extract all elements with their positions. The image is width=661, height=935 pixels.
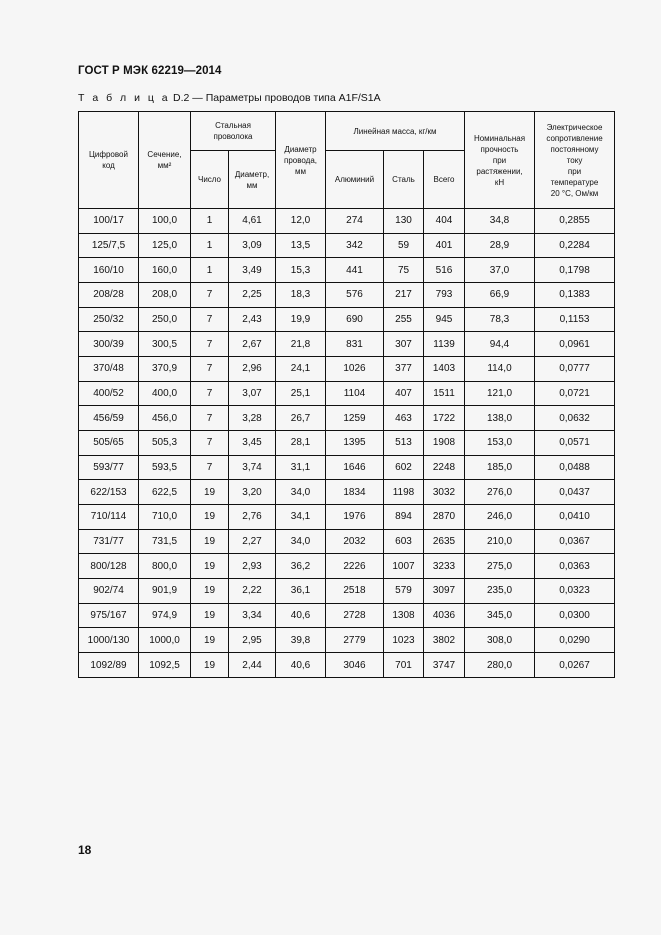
cell-steel-mass: 894 — [384, 505, 424, 530]
cell-strength: 276,0 — [465, 480, 535, 505]
cell-aluminium-mass: 1104 — [326, 381, 384, 406]
cell-code: 975/167 — [79, 603, 139, 628]
cell-steel-mass: 407 — [384, 381, 424, 406]
header-wire-diameter: Диаметр, мм — [229, 151, 276, 209]
cell-total-mass: 401 — [424, 233, 465, 258]
cell-wire-count: 19 — [191, 505, 229, 530]
cell-wire-count: 19 — [191, 653, 229, 678]
cell-conductor-diameter: 36,1 — [276, 579, 326, 604]
cell-code: 800/128 — [79, 554, 139, 579]
table-row — [79, 480, 615, 505]
table-row — [79, 628, 615, 653]
table-row — [79, 529, 615, 554]
cell-steel-mass: 602 — [384, 455, 424, 480]
table-row — [79, 455, 615, 480]
cell-total-mass: 1139 — [424, 332, 465, 357]
table-caption-text: D.2 — Параметры проводов типа A1F/S1A — [173, 92, 381, 104]
table-row — [79, 307, 615, 332]
cell-aluminium-mass: 274 — [326, 209, 384, 234]
cell-conductor-diameter: 12,0 — [276, 209, 326, 234]
cell-wire-diameter: 2,25 — [229, 283, 276, 308]
table-row — [79, 332, 615, 357]
cell-aluminium-mass: 342 — [326, 233, 384, 258]
table-body — [79, 209, 615, 678]
cell-aluminium-mass: 2779 — [326, 628, 384, 653]
cell-conductor-diameter: 34,1 — [276, 505, 326, 530]
cell-wire-diameter: 2,96 — [229, 357, 276, 382]
cell-resistance: 0,0437 — [535, 480, 615, 505]
cell-code: 370/48 — [79, 357, 139, 382]
cell-wire-diameter: 4,61 — [229, 209, 276, 234]
cell-aluminium-mass: 1259 — [326, 406, 384, 431]
cell-strength: 210,0 — [465, 529, 535, 554]
cell-aluminium-mass: 1834 — [326, 480, 384, 505]
cell-wire-count: 19 — [191, 628, 229, 653]
cell-aluminium-mass: 2226 — [326, 554, 384, 579]
cell-section: 1000,0 — [139, 628, 191, 653]
cell-resistance: 0,0961 — [535, 332, 615, 357]
cell-wire-count: 7 — [191, 307, 229, 332]
table-row — [79, 233, 615, 258]
cell-wire-count: 1 — [191, 258, 229, 283]
cell-section: 160,0 — [139, 258, 191, 283]
cell-resistance: 0,0363 — [535, 554, 615, 579]
cell-section: 710,0 — [139, 505, 191, 530]
cell-wire-count: 7 — [191, 357, 229, 382]
cell-conductor-diameter: 19,9 — [276, 307, 326, 332]
cell-steel-mass: 59 — [384, 233, 424, 258]
cell-wire-count: 7 — [191, 406, 229, 431]
cell-resistance: 0,0290 — [535, 628, 615, 653]
cell-total-mass: 3747 — [424, 653, 465, 678]
cell-total-mass: 1908 — [424, 431, 465, 456]
cell-code: 710/114 — [79, 505, 139, 530]
cell-section: 125,0 — [139, 233, 191, 258]
header-strength: Номинальная прочность при растяжении, кН — [465, 112, 535, 209]
cell-wire-diameter: 2,67 — [229, 332, 276, 357]
document-code: ГОСТ Р МЭК 62219—2014 — [78, 65, 222, 77]
cell-steel-mass: 579 — [384, 579, 424, 604]
cell-resistance: 0,0410 — [535, 505, 615, 530]
cell-strength: 235,0 — [465, 579, 535, 604]
cell-code: 505/65 — [79, 431, 139, 456]
header-steel-wire: Стальная проволока — [191, 112, 276, 151]
cell-wire-diameter: 2,44 — [229, 653, 276, 678]
cell-aluminium-mass: 2728 — [326, 603, 384, 628]
cell-resistance: 0,0632 — [535, 406, 615, 431]
cell-strength: 28,9 — [465, 233, 535, 258]
cell-aluminium-mass: 2518 — [326, 579, 384, 604]
cell-wire-count: 19 — [191, 579, 229, 604]
header-conductor-diameter: Диаметр провода, мм — [276, 112, 326, 209]
cell-aluminium-mass: 2032 — [326, 529, 384, 554]
cell-wire-diameter: 2,93 — [229, 554, 276, 579]
cell-conductor-diameter: 39,8 — [276, 628, 326, 653]
cell-strength: 153,0 — [465, 431, 535, 456]
cell-section: 456,0 — [139, 406, 191, 431]
cell-conductor-diameter: 26,7 — [276, 406, 326, 431]
cell-wire-count: 1 — [191, 233, 229, 258]
header-number: Число — [191, 151, 229, 209]
cell-aluminium-mass: 690 — [326, 307, 384, 332]
cell-section: 1092,5 — [139, 653, 191, 678]
cell-wire-count: 7 — [191, 431, 229, 456]
cell-aluminium-mass: 441 — [326, 258, 384, 283]
cell-strength: 280,0 — [465, 653, 535, 678]
header-aluminium: Алюминий — [326, 151, 384, 209]
cell-code: 456/59 — [79, 406, 139, 431]
cell-resistance: 0,1383 — [535, 283, 615, 308]
header-linear-mass: Линейная масса, кг/км — [326, 112, 465, 151]
cell-aluminium-mass: 576 — [326, 283, 384, 308]
cell-wire-diameter: 3,07 — [229, 381, 276, 406]
cell-strength: 66,9 — [465, 283, 535, 308]
cell-section: 300,5 — [139, 332, 191, 357]
table-row — [79, 258, 615, 283]
cell-code: 160/10 — [79, 258, 139, 283]
page-number: 18 — [78, 843, 92, 857]
cell-wire-diameter: 3,09 — [229, 233, 276, 258]
cell-section: 400,0 — [139, 381, 191, 406]
cell-wire-count: 19 — [191, 529, 229, 554]
cell-total-mass: 2248 — [424, 455, 465, 480]
cell-wire-count: 1 — [191, 209, 229, 234]
cell-section: 370,9 — [139, 357, 191, 382]
cell-total-mass: 3032 — [424, 480, 465, 505]
cell-steel-mass: 463 — [384, 406, 424, 431]
cell-steel-mass: 130 — [384, 209, 424, 234]
table-row — [79, 381, 615, 406]
cell-strength: 121,0 — [465, 381, 535, 406]
cell-resistance: 0,0300 — [535, 603, 615, 628]
cell-aluminium-mass: 1026 — [326, 357, 384, 382]
cell-code: 622/153 — [79, 480, 139, 505]
cell-steel-mass: 307 — [384, 332, 424, 357]
cell-strength: 275,0 — [465, 554, 535, 579]
cell-aluminium-mass: 1646 — [326, 455, 384, 480]
cell-section: 100,0 — [139, 209, 191, 234]
table-row — [79, 431, 615, 456]
cell-strength: 37,0 — [465, 258, 535, 283]
cell-section: 208,0 — [139, 283, 191, 308]
header-resistance: Электрическое сопротивление постоянному току при температуре 20 °С, Ом/км — [535, 112, 615, 209]
cell-section: 622,5 — [139, 480, 191, 505]
cell-total-mass: 1722 — [424, 406, 465, 431]
cell-total-mass: 404 — [424, 209, 465, 234]
cell-steel-mass: 1023 — [384, 628, 424, 653]
cell-strength: 34,8 — [465, 209, 535, 234]
cell-section: 593,5 — [139, 455, 191, 480]
cell-conductor-diameter: 34,0 — [276, 480, 326, 505]
cell-conductor-diameter: 40,6 — [276, 653, 326, 678]
cell-steel-mass: 1007 — [384, 554, 424, 579]
cell-section: 250,0 — [139, 307, 191, 332]
cell-total-mass: 1403 — [424, 357, 465, 382]
table-row — [79, 505, 615, 530]
cell-conductor-diameter: 40,6 — [276, 603, 326, 628]
cell-conductor-diameter: 21,8 — [276, 332, 326, 357]
cell-strength: 94,4 — [465, 332, 535, 357]
table-row — [79, 653, 615, 678]
cell-total-mass: 3233 — [424, 554, 465, 579]
cell-conductor-diameter: 31,1 — [276, 455, 326, 480]
cell-conductor-diameter: 13,5 — [276, 233, 326, 258]
cell-steel-mass: 75 — [384, 258, 424, 283]
cell-total-mass: 3802 — [424, 628, 465, 653]
table-row — [79, 406, 615, 431]
cell-aluminium-mass: 3046 — [326, 653, 384, 678]
cell-total-mass: 2870 — [424, 505, 465, 530]
cell-wire-count: 7 — [191, 455, 229, 480]
cell-wire-diameter: 2,22 — [229, 579, 276, 604]
table-row — [79, 554, 615, 579]
cell-code: 208/28 — [79, 283, 139, 308]
cell-code: 100/17 — [79, 209, 139, 234]
cell-resistance: 0,0777 — [535, 357, 615, 382]
cell-strength: 246,0 — [465, 505, 535, 530]
header-section: Сечение, мм² — [139, 112, 191, 209]
cell-wire-diameter: 3,74 — [229, 455, 276, 480]
cell-wire-count: 19 — [191, 480, 229, 505]
cell-wire-count: 19 — [191, 554, 229, 579]
cell-total-mass: 1511 — [424, 381, 465, 406]
cell-wire-diameter: 3,20 — [229, 480, 276, 505]
cell-resistance: 0,0721 — [535, 381, 615, 406]
cell-steel-mass: 255 — [384, 307, 424, 332]
cell-resistance: 0,1798 — [535, 258, 615, 283]
cell-resistance: 0,0488 — [535, 455, 615, 480]
cell-wire-count: 7 — [191, 332, 229, 357]
cell-conductor-diameter: 36,2 — [276, 554, 326, 579]
cell-wire-count: 7 — [191, 381, 229, 406]
cell-section: 974,9 — [139, 603, 191, 628]
cell-section: 800,0 — [139, 554, 191, 579]
cell-conductor-diameter: 15,3 — [276, 258, 326, 283]
table-caption-prefix: Т а б л и ц а — [78, 92, 171, 104]
cell-strength: 308,0 — [465, 628, 535, 653]
cell-total-mass: 2635 — [424, 529, 465, 554]
cell-wire-diameter: 3,49 — [229, 258, 276, 283]
cell-strength: 78,3 — [465, 307, 535, 332]
cell-aluminium-mass: 1976 — [326, 505, 384, 530]
cell-total-mass: 4036 — [424, 603, 465, 628]
cell-resistance: 0,2855 — [535, 209, 615, 234]
cell-wire-diameter: 2,95 — [229, 628, 276, 653]
cell-aluminium-mass: 1395 — [326, 431, 384, 456]
table-row — [79, 283, 615, 308]
cell-resistance: 0,0323 — [535, 579, 615, 604]
cell-code: 1092/89 — [79, 653, 139, 678]
cell-resistance: 0,0267 — [535, 653, 615, 678]
cell-code: 902/74 — [79, 579, 139, 604]
cell-conductor-diameter: 18,3 — [276, 283, 326, 308]
cell-wire-count: 7 — [191, 283, 229, 308]
cell-code: 250/32 — [79, 307, 139, 332]
cell-wire-diameter: 3,45 — [229, 431, 276, 456]
cell-wire-diameter: 3,34 — [229, 603, 276, 628]
cell-section: 505,3 — [139, 431, 191, 456]
header-total: Всего — [424, 151, 465, 209]
cell-steel-mass: 1308 — [384, 603, 424, 628]
cell-section: 901,9 — [139, 579, 191, 604]
cell-strength: 345,0 — [465, 603, 535, 628]
cell-strength: 138,0 — [465, 406, 535, 431]
cell-conductor-diameter: 34,0 — [276, 529, 326, 554]
header-code: Цифровой код — [79, 112, 139, 209]
cell-total-mass: 793 — [424, 283, 465, 308]
cell-steel-mass: 513 — [384, 431, 424, 456]
cell-wire-diameter: 3,28 — [229, 406, 276, 431]
cell-resistance: 0,2284 — [535, 233, 615, 258]
cell-steel-mass: 1198 — [384, 480, 424, 505]
cell-resistance: 0,0367 — [535, 529, 615, 554]
cell-resistance: 0,1153 — [535, 307, 615, 332]
table-row — [79, 579, 615, 604]
conductor-parameters-table — [78, 111, 615, 678]
cell-conductor-diameter: 28,1 — [276, 431, 326, 456]
cell-code: 1000/130 — [79, 628, 139, 653]
cell-code: 125/7,5 — [79, 233, 139, 258]
header-steel: Сталь — [384, 151, 424, 209]
cell-wire-diameter: 2,27 — [229, 529, 276, 554]
cell-code: 300/39 — [79, 332, 139, 357]
table-row — [79, 603, 615, 628]
cell-code: 593/77 — [79, 455, 139, 480]
cell-aluminium-mass: 831 — [326, 332, 384, 357]
table-row — [79, 357, 615, 382]
cell-wire-diameter: 2,43 — [229, 307, 276, 332]
cell-steel-mass: 603 — [384, 529, 424, 554]
cell-strength: 114,0 — [465, 357, 535, 382]
cell-conductor-diameter: 25,1 — [276, 381, 326, 406]
table-row — [79, 209, 615, 234]
cell-code: 731/77 — [79, 529, 139, 554]
cell-steel-mass: 377 — [384, 357, 424, 382]
cell-wire-diameter: 2,76 — [229, 505, 276, 530]
cell-conductor-diameter: 24,1 — [276, 357, 326, 382]
cell-total-mass: 945 — [424, 307, 465, 332]
table-caption — [78, 92, 381, 104]
cell-steel-mass: 217 — [384, 283, 424, 308]
cell-total-mass: 516 — [424, 258, 465, 283]
cell-steel-mass: 701 — [384, 653, 424, 678]
cell-wire-count: 19 — [191, 603, 229, 628]
cell-strength: 185,0 — [465, 455, 535, 480]
cell-code: 400/52 — [79, 381, 139, 406]
cell-resistance: 0,0571 — [535, 431, 615, 456]
cell-section: 731,5 — [139, 529, 191, 554]
cell-total-mass: 3097 — [424, 579, 465, 604]
